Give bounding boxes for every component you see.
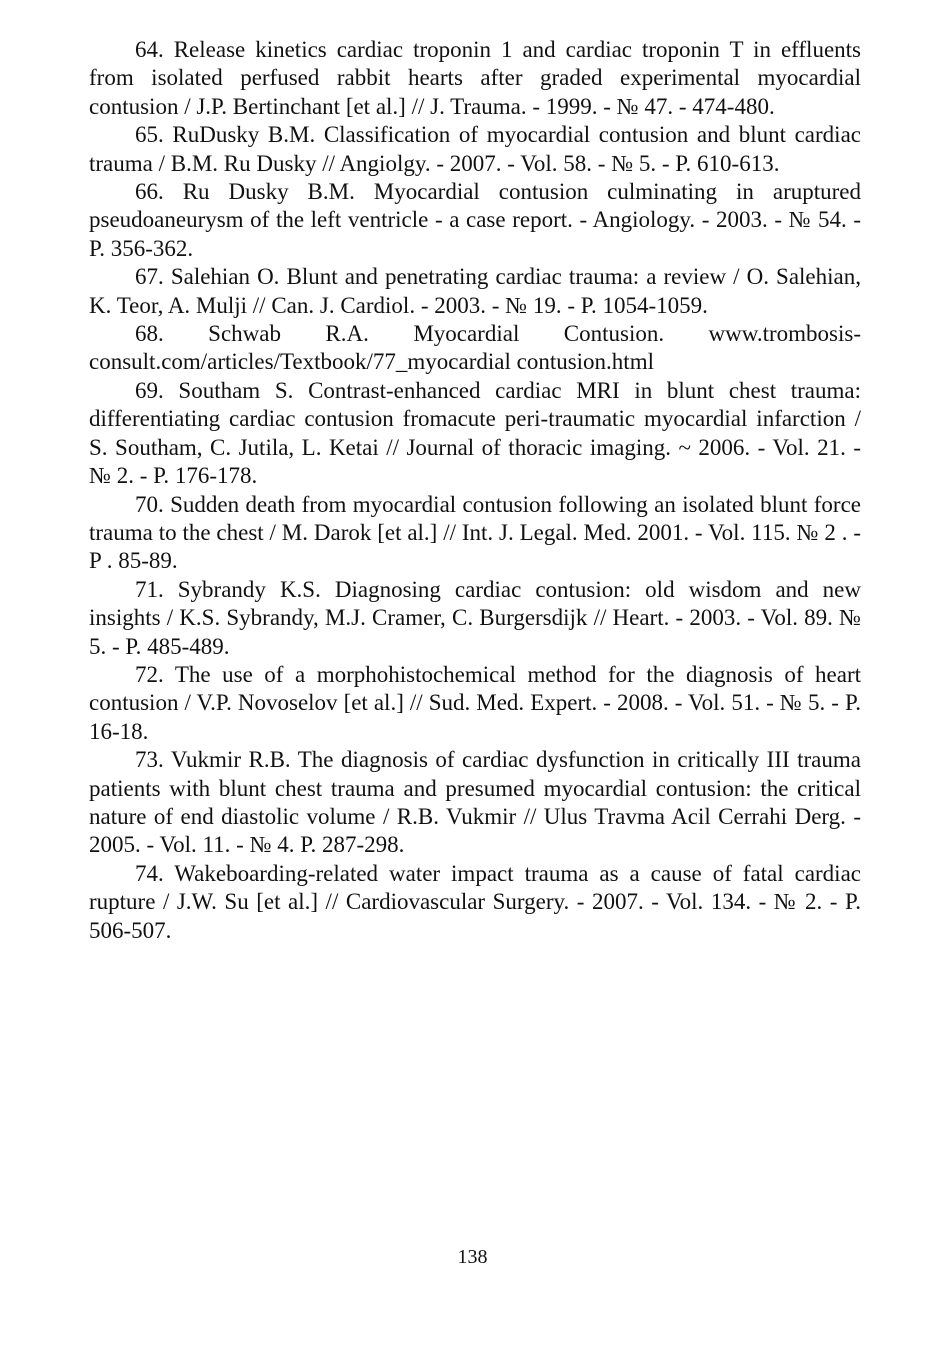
reference-item-69: 69. Southam S. Contrast-enhanced cardiac MRI in blunt chest trauma: differentiating cardiac contusion fromacute peri-traumatic myocardial infarction / S. Southam, C. Jutila, L. Ketai // Journal of thoracic imaging. ~ 2006. - Vol. 21. - № 2. - P. 176-178. — [89, 377, 861, 489]
reference-list — [89, 36, 861, 945]
page-number: 138 — [457, 1246, 488, 1268]
reference-item-64: 64. Release kinetics cardiac troponin 1 and cardiac troponin T in effluents from isolated perfused rabbit hearts after graded experimental myocardial contusion / J.P. Bertinchant [et al.] // J. Trauma. - 1999. - № 47. - 474-480. — [89, 37, 861, 119]
reference-item-74: 74. Wakeboarding-related water impact trauma as a cause of fatal cardiac rupture / J.W. Su [et al.] // Cardiovascular Surgery. - 2007. - Vol. 134. - № 2. - P. 506-507. — [89, 860, 861, 943]
reference-item-68: 68. Schwab R.A. Myocardial Contusion. www.trombosis-consult.com/articles/Textbook/77_myocardial contusion.html — [89, 321, 861, 375]
reference-item-72: 72. The use of a morphohistochemical method for the diagnosis of heart contusion / V.P. Novoselov [et al.] // Sud. Med. Expert. - 2008. - Vol. 51. - № 5. - P. 16-18. — [89, 661, 861, 744]
reference-item-65: 65. RuDusky B.M. Classification of myocardial contusion and blunt cardiac trauma / B.M. Ru Dusky // Angiolgy. - 2007. - Vol. 58. - № 5. - P. 610-613. — [89, 122, 861, 176]
reference-item-70: 70. Sudden death from myocardial contusion following an isolated blunt force trauma to the chest / M. Darok [et al.] // Int. J. Legal. Med. 2001. - Vol. 115. № 2 . - P . 85-89. — [89, 491, 861, 574]
reference-item-71: 71. Sybrandy K.S. Diagnosing cardiac contusion: old wisdom and new insights / K.S. Sybrandy, M.J. Cramer, C. Burgersdijk // Heart. - 2003. - Vol. 89. № 5. - P. 485-489. — [89, 576, 861, 659]
reference-item-67: 67. Salehian O. Blunt and penetrating cardiac trauma: a review / O. Salehian, K. Teor, A. Mulji // Can. J. Cardiol. - 2003. - № 19. - P. 1054-1059. — [89, 264, 861, 318]
reference-item-66: 66. Ru Dusky B.M. Myocardial contusion culminating in aruptured pseudoaneurysm of the left ventricle - a case report. - Angiology. - 2003. - № 54. - P. 356-362. — [89, 179, 861, 261]
reference-item-73: 73. Vukmir R.B. The diagnosis of cardiac dysfunction in critically III trauma patients with blunt chest trauma and presumed myocardial contusion: the critical nature of end diastolic volume / R.B. Vukmir // Ulus Travma Acil Cerrahi Derg. - 2005. - Vol. 11. - № 4. P. 287-298. — [89, 747, 861, 858]
